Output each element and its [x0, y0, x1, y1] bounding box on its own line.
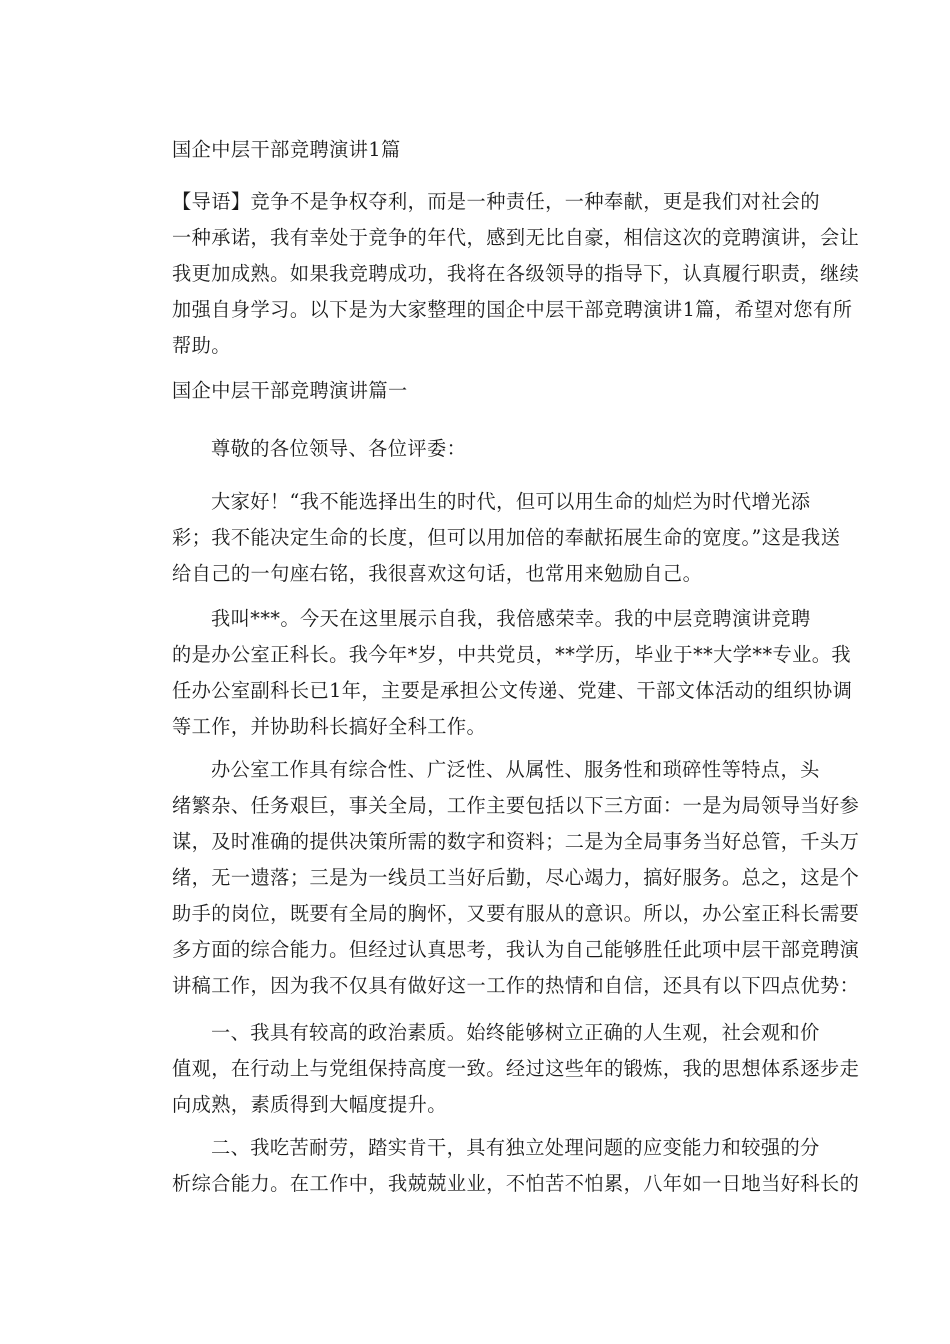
section-title-line: 国企中层干部竞聘演讲篇一	[172, 379, 408, 402]
paragraph-self-intro	[172, 601, 853, 745]
intro-line: 【导语】竞争不是争权夺利，而是一种责任，一种奉献，更是我们对社会的	[172, 190, 821, 213]
intro-line: 我更加成熟。如果我竞聘成功，我将在各级领导的指导下，认真履行职责，继续	[172, 262, 860, 285]
document-title	[172, 132, 810, 168]
section-title	[172, 373, 810, 409]
salutation	[211, 431, 810, 467]
salutation-line: 尊敬的各位领导、各位评委：	[211, 437, 467, 460]
paragraph-advantage-two	[172, 1130, 860, 1202]
paragraph-first-line: 一、我具有较高的政治素质。始终能够树立正确的人生观，社会观和价	[211, 1021, 820, 1044]
paragraph-office-work	[172, 752, 860, 1004]
intro-paragraph	[172, 184, 860, 364]
paragraph-line: 的是办公室正科长。我今年*岁，中共党员，**学历，毕业于**大学**专业。我	[172, 643, 852, 666]
paragraph-line: 给自己的一句座右铭，我很喜欢这句话，也常用来勉励自己。	[172, 562, 703, 585]
paragraph-line: 等工作，并协助科长搞好全科工作。	[172, 715, 487, 738]
paragraph-first-line: 二、我吃苦耐劳，踏实肯干，具有独立处理问题的应变能力和较强的分	[211, 1136, 820, 1159]
paragraph-line: 讲稿工作，因为我不仅具有做好这一工作的热情和自信，还具有以下四点优势：	[172, 974, 860, 997]
intro-line: 一种承诺，我有幸处于竞争的年代，感到无比自豪，相信这次的竞聘演讲，会让	[172, 226, 860, 249]
paragraph-line: 任办公室副科长已1年，主要是承担公文传递、党建、干部文体活动的组织协调	[172, 679, 853, 702]
intro-line: 帮助。	[172, 334, 231, 357]
paragraph-line: 谋，及时准确的提供决策所需的数字和资料；二是为全局事务当好总管，千头万	[172, 830, 860, 853]
paragraph-first-line: 我叫***。今天在这里展示自我，我倍感荣幸。我的中层竞聘演讲竞聘	[211, 607, 811, 630]
title-line: 国企中层干部竞聘演讲1篇	[172, 138, 401, 161]
paragraph-line: 助手的岗位，既要有全局的胸怀，又要有服从的意识。所以，办公室正科长需要	[172, 902, 860, 925]
paragraph-line: 多方面的综合能力。但经过认真思考，我认为自己能够胜任此项中层干部竞聘演	[172, 938, 860, 961]
paragraph-first-line: 大家好！“我不能选择出生的时代，但可以用生命的灿烂为时代增光添	[211, 490, 811, 513]
intro-line: 加强自身学习。以下是为大家整理的国企中层干部竞聘演讲1篇，希望对您有所	[172, 298, 853, 321]
paragraph-line: 向成熟，素质得到大幅度提升。	[172, 1093, 447, 1116]
paragraph-first-line: 办公室工作具有综合性、广泛性、从属性、服务性和琐碎性等特点，头	[211, 758, 820, 781]
paragraph-greeting	[172, 484, 841, 592]
paragraph-line: 彩；我不能决定生命的长度，但可以用加倍的奉献拓展生命的宽度。”这是我送	[172, 526, 841, 549]
paragraph-line: 绪繁杂、任务艰巨，事关全局，工作主要包括以下三方面：一是为局领导当好参	[172, 794, 860, 817]
paragraph-line: 值观，在行动上与党组保持高度一致。经过这些年的锻炼，我的思想体系逐步走	[172, 1057, 860, 1080]
paragraph-advantage-one	[172, 1015, 860, 1123]
paragraph-line: 绪，无一遗落；三是为一线员工当好后勤，尽心竭力，搞好服务。总之，这是个	[172, 866, 860, 889]
paragraph-line: 析综合能力。在工作中，我兢兢业业，不怕苦不怕累，八年如一日地当好科长的	[172, 1172, 860, 1195]
